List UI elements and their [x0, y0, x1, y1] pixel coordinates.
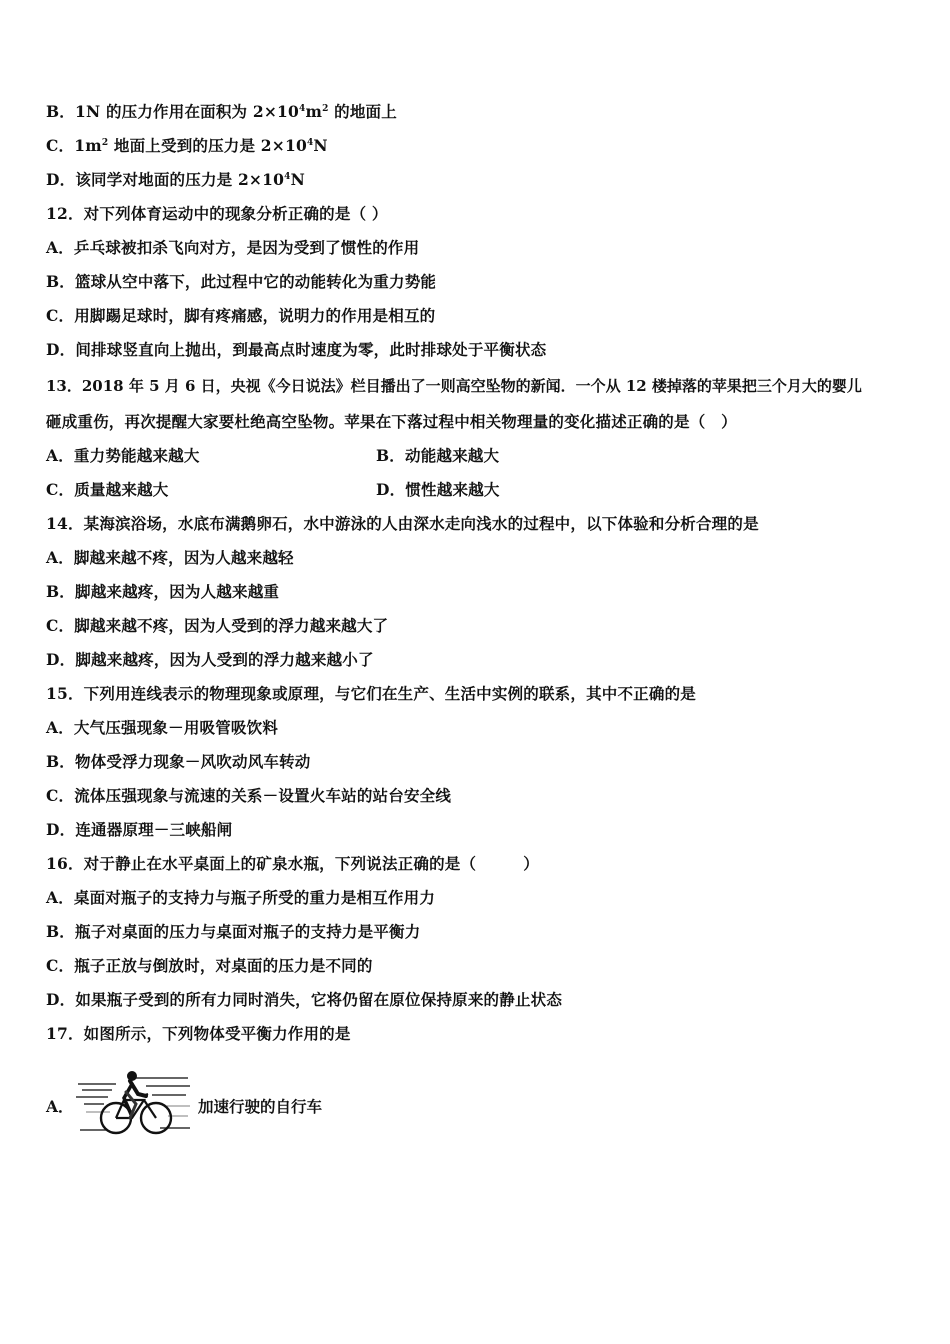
q17-option-a-caption: 加速行驶的自行车 [198, 1097, 323, 1116]
q15-stem: 15．下列用连线表示的物理现象或原理，与它们在生产、生活中实例的联系，其中不正确的是 [46, 684, 696, 703]
q13-option-c: C．质量越来越大 [46, 480, 169, 499]
q16-option-b: B．瓶子对桌面的压力与桌面对瓶子的支持力是平衡力 [46, 922, 421, 941]
q13-option-a: A．重力势能越来越大 [46, 446, 200, 465]
q15-option-b: B．物体受浮力现象－风吹动风车转动 [46, 752, 311, 771]
q15-option-c: C．流体压强现象与流速的关系－设置火车站的站台安全线 [46, 786, 452, 805]
bicycle-rider-image [76, 1066, 192, 1136]
q13-options-row2 [46, 480, 846, 500]
q12-option-b: B．篮球从空中落下，此过程中它的动能转化为重力势能 [46, 272, 437, 291]
q15-option-a: A．大气压强现象－用吸管吸饮料 [46, 718, 279, 737]
q12-option-a: A．乒乓球被扣杀飞向对方，是因为受到了惯性的作用 [46, 238, 420, 257]
q16-option-d: D．如果瓶子受到的所有力同时消失，它将仍留在原位保持原来的静止状态 [46, 990, 563, 1009]
q16-stem: 16．对于静止在水平桌面上的矿泉水瓶，下列说法正确的是（ ） [46, 854, 539, 873]
q17-option-a [46, 1062, 446, 1138]
q14-option-b: B．脚越来越疼，因为人越来越重 [46, 582, 280, 601]
q12-stem: 12．对下列体育运动中的现象分析正确的是（ ） [46, 204, 388, 223]
q11-option-c: C．$1m^2$ 地面上受到的压力是 $2\times 10^4N$ [46, 136, 328, 155]
q15-option-d: D．连通器原理－三峡船闸 [46, 820, 233, 839]
q13-options-row1 [46, 446, 846, 466]
q14-option-c: C．脚越来越不疼，因为人受到的浮力越来越大了 [46, 616, 389, 635]
q12-option-c: C．用脚踢足球时，脚有疼痛感，说明力的作用是相互的 [46, 306, 436, 325]
q13-stem-line1: 13．2018 年 5 月 6 日，央视《今日说法》栏目播出了一则高空坠物的新闻．一个从 12 楼掉落的苹果把三个月大的婴儿 [46, 377, 862, 395]
q13-stem-line2: 砸成重伤，再次提醒大家要杜绝高空坠物。苹果在下落过程中相关物理量的变化描述正确的是（ ） [46, 412, 737, 431]
q14-option-a: A．脚越来越不疼，因为人越来越轻 [46, 548, 294, 567]
q14-stem: 14．某海滨浴场，水底布满鹅卵石，水中游泳的人由深水走向浅水的过程中，以下体验和分析合理的是 [46, 514, 759, 533]
q12-option-d: D．间排球竖直向上抛出，到最高点时速度为零，此时排球处于平衡状态 [46, 340, 547, 359]
q17-option-a-label: A． [46, 1097, 74, 1116]
q11-option-b: B．1N 的压力作用在面积为 $2\times 10^4m^2$ 的地面上 [46, 102, 397, 121]
q11-option-d: D．该同学对地面的压力是 $2\times 10^4N$ [46, 170, 305, 189]
q13-option-b: B．动能越来越大 [376, 446, 500, 465]
q14-option-d: D．脚越来越疼，因为人受到的浮力越来越小了 [46, 650, 374, 669]
q17-stem: 17．如图所示，下列物体受平衡力作用的是 [46, 1024, 351, 1043]
q16-option-c: C．瓶子正放与倒放时，对桌面的压力是不同的 [46, 956, 373, 975]
q13-option-d: D．惯性越来越大 [376, 480, 500, 499]
q16-option-a: A．桌面对瓶子的支持力与瓶子所受的重力是相互作用力 [46, 888, 436, 907]
